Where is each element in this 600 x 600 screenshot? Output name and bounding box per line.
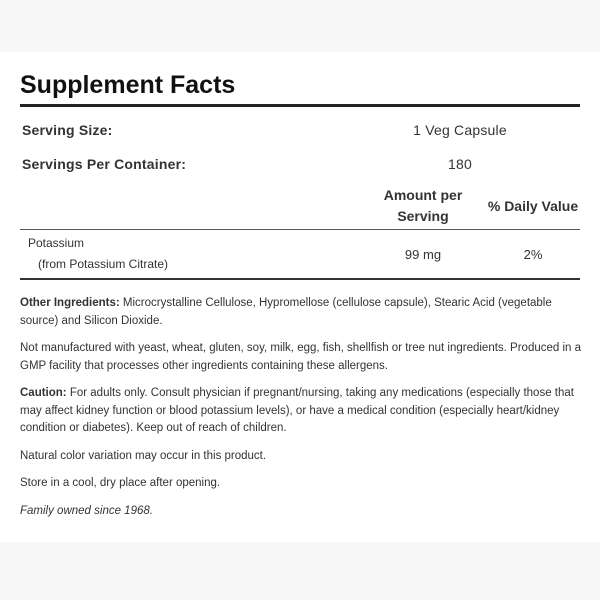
caution-text: For adults only. Consult physician if pregnant/nursing, taking any medications (especially those that may affect kidney function or blood potassium levels), or have a medical condition (especially heart/kidney condition or diabetes). Keep out of reach of children.: [20, 387, 574, 434]
amount-header-line2: Serving: [397, 208, 449, 224]
servings-per-container-label: Servings Per Container:: [22, 156, 187, 172]
serving-size-value: 1 Veg Capsule: [413, 122, 507, 138]
servings-per-container-value: 180: [448, 156, 472, 172]
servings-per-container-row: [20, 149, 580, 179]
table-header: [20, 185, 580, 230]
color-variation-note: Natural color variation may occur in this product.: [20, 449, 267, 462]
serving-size-label: Serving Size:: [22, 122, 113, 138]
nutrient-amount: 99 mg: [404, 247, 442, 262]
caution-label: Caution:: [20, 387, 67, 399]
other-ingredients: [20, 295, 585, 330]
other-ingredients-text: Microcrystalline Cellulose, Hypromellose (cellulose capsule), Stearic Acid (vegetable source) and Silicon Dioxide.: [20, 297, 552, 327]
nutrient-source: (from Potassium Citrate): [38, 257, 169, 271]
caution-statement: [20, 385, 585, 438]
daily-value-header: % Daily Value: [487, 198, 579, 214]
page-title: Supplement Facts: [20, 70, 580, 107]
supplement-facts: [20, 70, 580, 280]
storage-note: Store in a cool, dry place after opening.: [20, 477, 221, 489]
allergen-statement: Not manufactured with yeast, wheat, gluten, soy, milk, egg, fish, shellfish or tree nut ingredients. Produced in a GMP facility that processes other ingredients containing these allergens.: [20, 342, 582, 372]
amount-header-line1: Amount per: [383, 187, 463, 203]
family-owned-note: Family owned since 1968.: [20, 504, 153, 517]
table-row: [20, 230, 580, 280]
label-notes: [20, 295, 585, 530]
nutrient-daily-value: 2%: [523, 247, 543, 262]
other-ingredients-label: Other Ingredients:: [20, 297, 120, 309]
amount-per-serving-header: [368, 185, 478, 227]
nutrient-name: Potassium: [28, 236, 85, 250]
serving-size-row: [20, 115, 580, 145]
